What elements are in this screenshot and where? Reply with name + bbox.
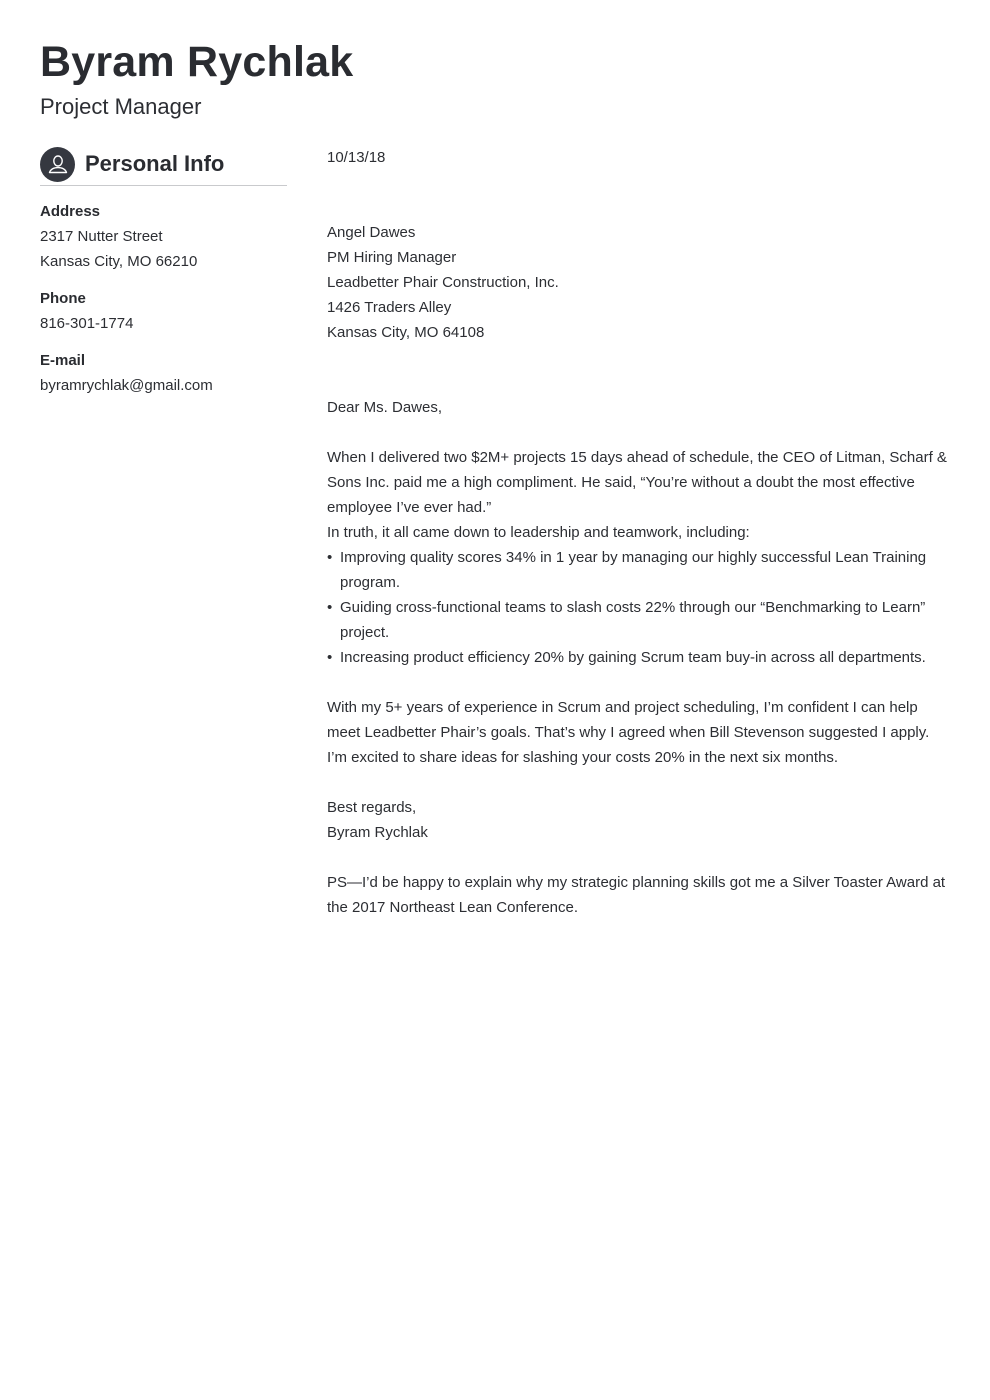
- list-item: • Increasing product efficiency 20% by gaining Scrum team buy-in across all departments.: [327, 645, 952, 670]
- personal-info-title: Personal Info: [85, 151, 225, 176]
- phone-label: Phone: [40, 290, 86, 307]
- email-label: E-mail: [40, 352, 86, 369]
- achievements-list: [327, 545, 952, 670]
- address-label: Address: [40, 203, 101, 220]
- list-item: • Improving quality scores 34% in 1 year by managing our highly successful Lean Training program.: [327, 545, 952, 595]
- recipient-city: Kansas City, MO 64108: [327, 324, 485, 341]
- paragraph-closing: With my 5+ years of experience in Scrum and project scheduling, I’m confident I can help meet Leadbetter Phair’s goals. That’s why I agreed when Bill Stevenson suggested I apply. I’m excited to share ideas for slashing your costs 20% in the next six months.: [327, 699, 930, 766]
- recipient-block: [327, 220, 952, 345]
- personal-info-header: [40, 146, 287, 186]
- address-block: [40, 199, 287, 274]
- phone-block: [40, 286, 287, 336]
- list-item: • Guiding cross-functional teams to slash costs 22% through our “Benchmarking to Learn” project.: [327, 595, 952, 645]
- recipient-title: PM Hiring Manager: [327, 249, 457, 266]
- closing-phrase: Best regards,: [327, 799, 417, 816]
- recipient-company: Leadbetter Phair Construction, Inc.: [327, 274, 559, 291]
- recipient-name: Angel Dawes: [327, 224, 416, 241]
- list-intro: In truth, it all came down to leadership and teamwork, including:: [327, 524, 750, 541]
- address-line-2: Kansas City, MO 66210: [40, 253, 198, 270]
- applicant-job-title: Project Manager: [40, 94, 202, 119]
- postscript: PS—I’d be happy to explain why my strategic planning skills got me a Silver Toaster Award at the 2017 Northeast Lean Conference.: [327, 874, 946, 916]
- letter-body: [327, 145, 952, 920]
- person-icon: [40, 147, 75, 182]
- signature: Byram Rychlak: [327, 824, 428, 841]
- salutation: Dear Ms. Dawes,: [327, 399, 443, 416]
- email-block: [40, 348, 287, 398]
- sidebar: [40, 146, 287, 398]
- email-value: byramrychlak@gmail.com: [40, 377, 213, 394]
- letter-date: 10/13/18: [327, 149, 386, 166]
- applicant-name: Byram Rychlak: [40, 38, 354, 86]
- recipient-street: 1426 Traders Alley: [327, 299, 452, 316]
- phone-value: 816-301-1774: [40, 315, 134, 332]
- paragraph-opening: When I delivered two $2M+ projects 15 days ahead of schedule, the CEO of Litman, Scharf & Sons Inc. paid me a high compliment. He said, “You’re without a doubt the most effective employee I’ve ever had.”: [327, 449, 947, 516]
- address-line-1: 2317 Nutter Street: [40, 228, 163, 245]
